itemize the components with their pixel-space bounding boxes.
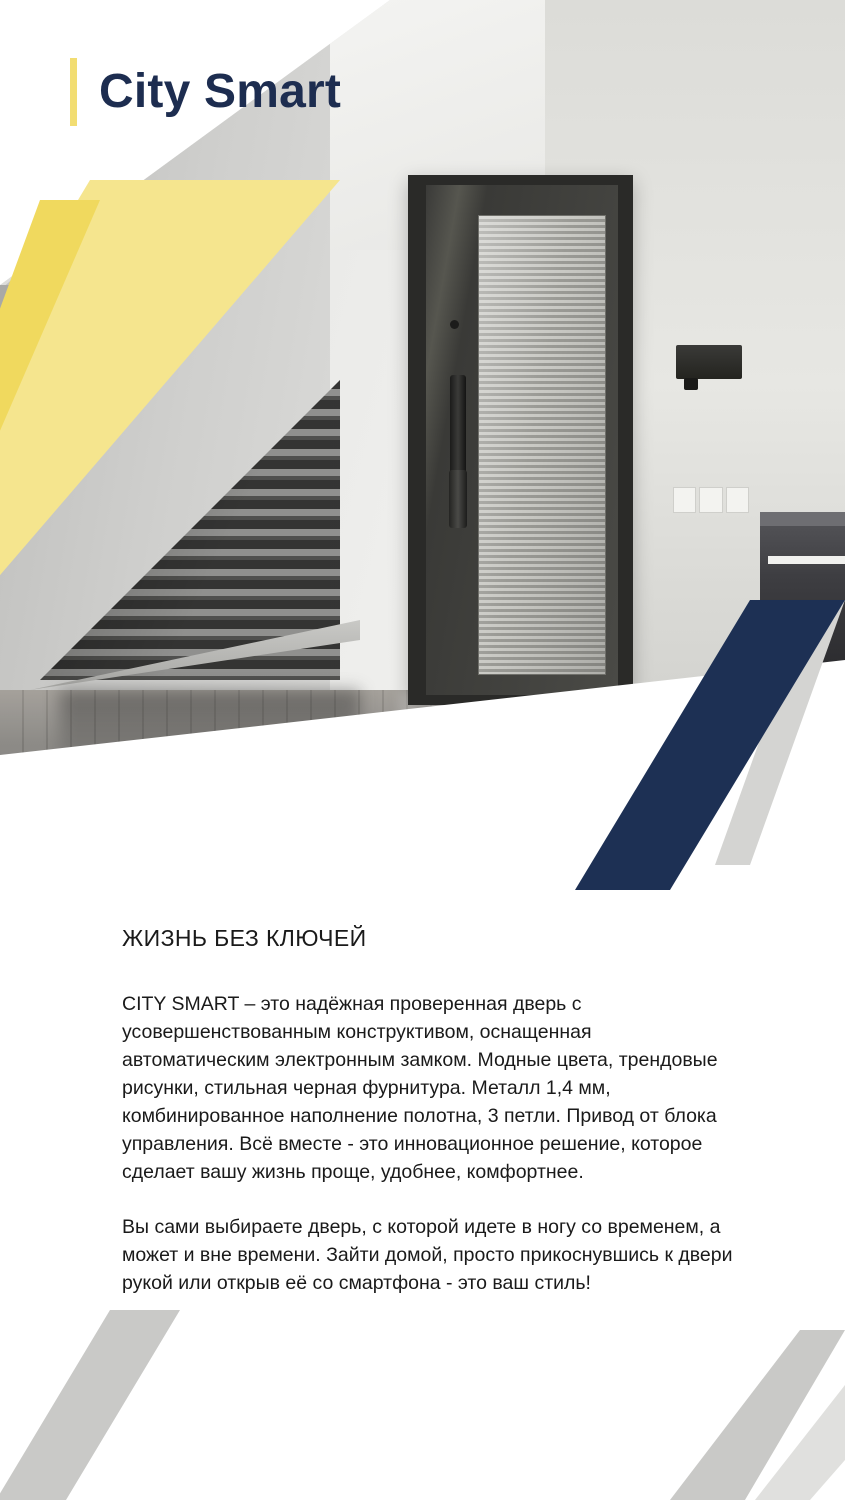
brand-logo (70, 58, 341, 126)
console-top (760, 512, 845, 526)
paragraph-2: Вы сами выбираете дверь, с которой идете в ногу со временем, а может и вне времени. Зайти домой, просто прикоснувшись к двери рукой или открыв её со смартфона - это ваш стиль! (122, 1215, 733, 1294)
page-title: ЖИЗНЬ БЕЗ КЛЮЧЕЙ (122, 925, 367, 951)
content-block (122, 925, 742, 1297)
console-gap (768, 556, 845, 564)
switch-3 (726, 487, 749, 513)
door-peephole-icon (450, 320, 459, 329)
intercom-device (676, 345, 742, 379)
paragraph-1: CITY SMART – это надёжная проверенная дверь с усовершенствованным конструктивом, оснащенная автоматическим электронным замком. Модные цвета, трендовые рисунки, стильная черная фурнитура. Металл 1,4 мм, комбинированное наполнение полотна, 3 петли. Привод от блока управления. Всё вместе - это инновационное решение, которое сделает вашу жизнь проще, удобнее, комфортнее. (122, 993, 718, 1184)
logo-text: City Smart (99, 65, 342, 118)
smart-lock-reader (449, 470, 467, 528)
bottom-left-grey-diagonal (0, 1310, 180, 1500)
logo-accent-bar (70, 58, 77, 126)
bottom-right-grey-diagonals (625, 1330, 845, 1500)
navy-diagonal-stripe (575, 600, 845, 900)
door-handle (450, 375, 466, 485)
light-switches (673, 487, 749, 513)
switch-1 (673, 487, 696, 513)
intercom-lens-icon (684, 378, 698, 390)
switch-2 (699, 487, 722, 513)
